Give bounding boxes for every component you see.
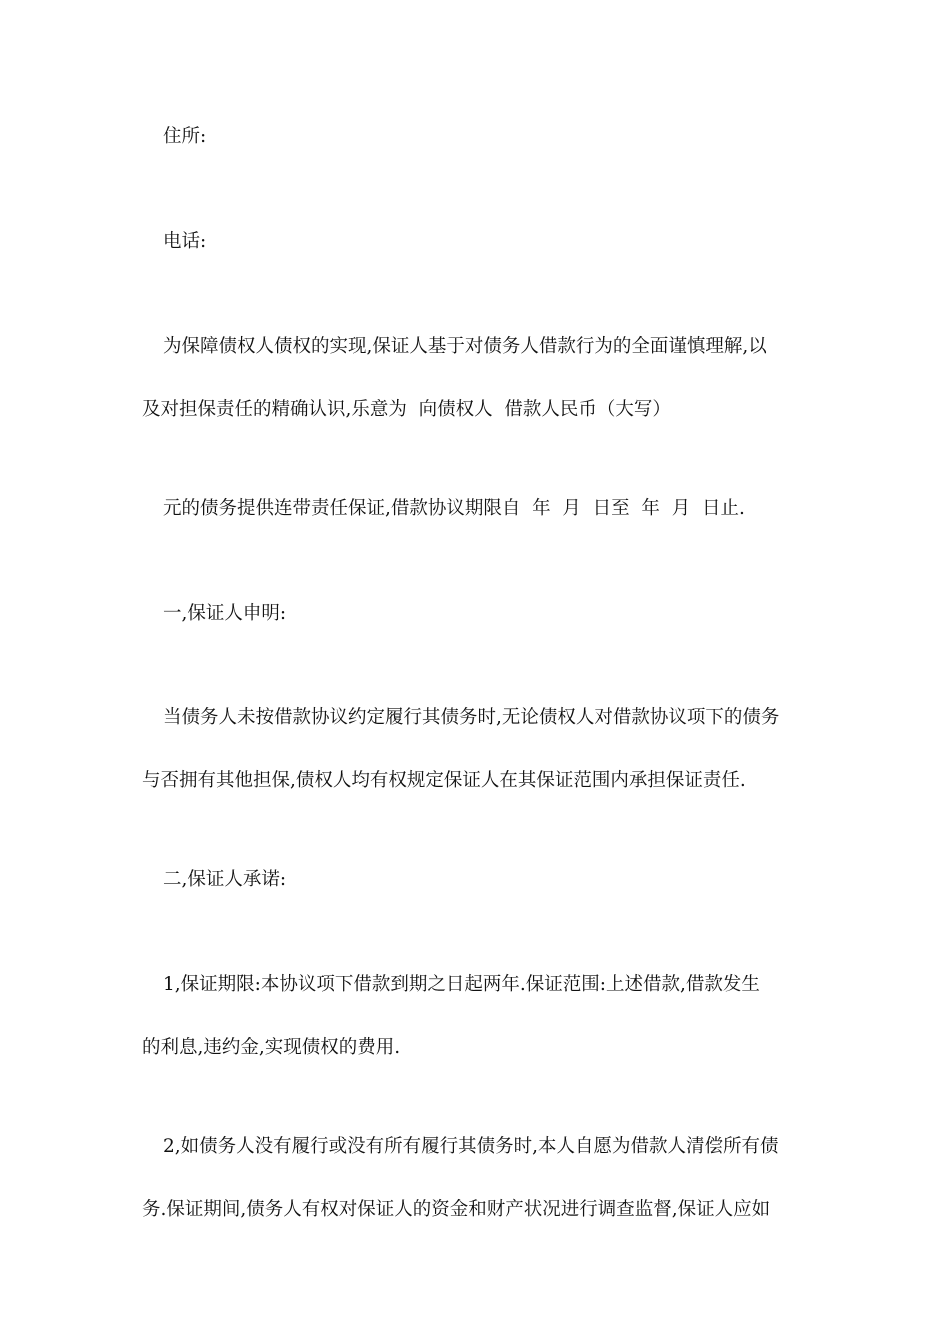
clause-two-line-1: 2,如债务人没有履行或没有所有履行其债务时,本人自愿为借款人清偿所有债 — [163, 1136, 779, 1157]
section-one-heading: 一,保证人申明: — [163, 603, 287, 624]
clause-two-line-2: 务.保证期间,债务人有权对保证人的资金和财产状况进行调查监督,保证人应如 — [142, 1199, 771, 1220]
intro-paragraph-line-2: 及对担保责任的精确认识,乐意为 向债权人 借款人民币（大写） — [142, 399, 671, 420]
section-one-paragraph-line-2: 与否拥有其他担保,债权人均有权规定保证人在其保证范围内承担保证责任. — [142, 770, 746, 791]
address-label: 住所: — [163, 126, 207, 147]
clause-one-line-1: 1,保证期限:本协议项下借款到期之日起两年.保证范围:上述借款,借款发生 — [163, 974, 760, 995]
debt-paragraph: 元的债务提供连带责任保证,借款协议期限自 年 月 日至 年 月 日止. — [163, 498, 745, 519]
section-one-paragraph-line-1: 当债务人未按借款协议约定履行其债务时,无论债权人对借款协议项下的债务 — [163, 707, 780, 728]
section-two-heading: 二,保证人承诺: — [163, 869, 287, 890]
intro-paragraph-line-1: 为保障债权人债权的实现,保证人基于对债务人借款行为的全面谨慎理解,以 — [163, 336, 767, 357]
clause-one-line-2: 的利息,违约金,实现债权的费用. — [142, 1037, 401, 1058]
phone-label: 电话: — [163, 231, 207, 252]
